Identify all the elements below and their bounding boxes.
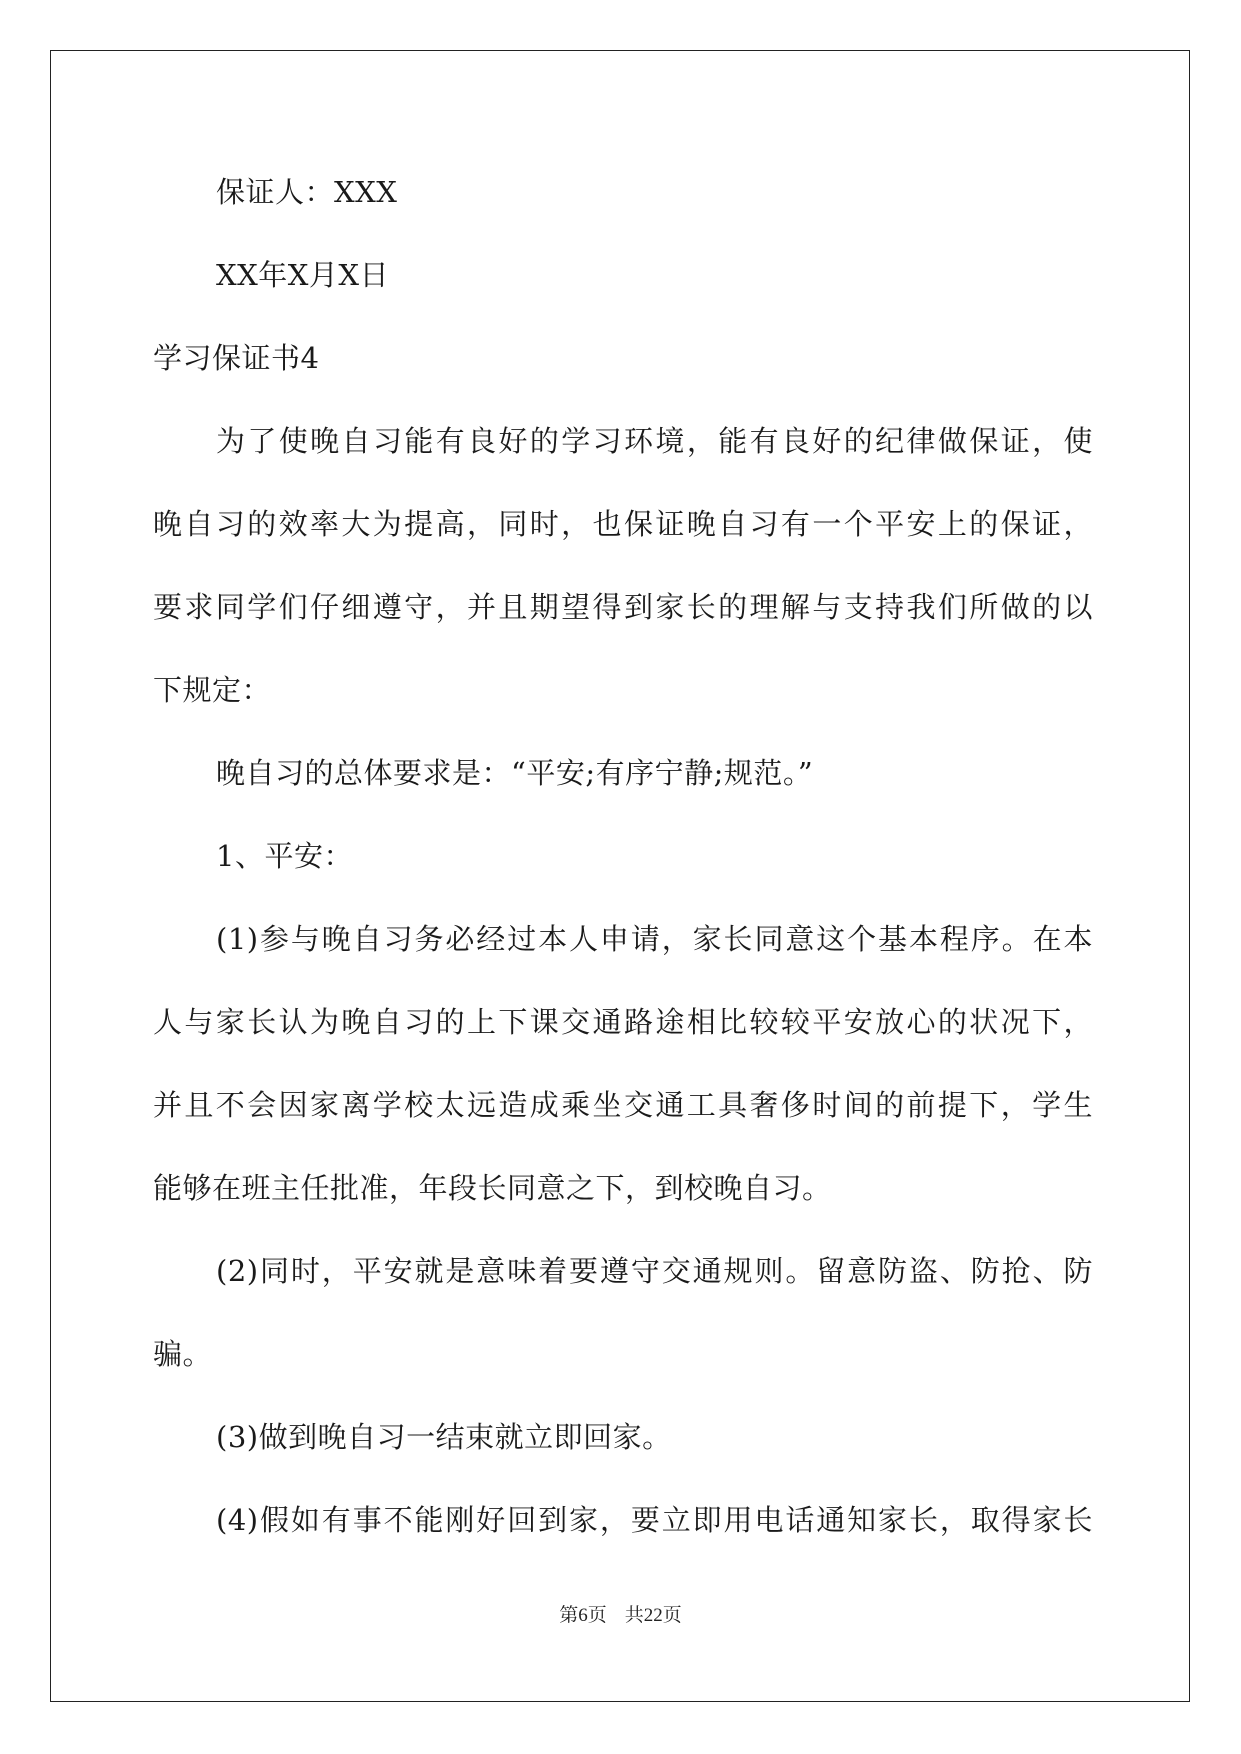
page-number: 第6页 [559,1605,607,1626]
list-heading: 1、平安： [216,839,353,873]
paragraph-line: 下规定： [153,673,272,707]
page-total: 共22页 [624,1605,682,1626]
paragraph-line: 并且不会因家离学校太远造成乘坐交通工具奢侈时间的前提下，学生 [153,1088,1093,1122]
paragraph-line: (4)假如有事不能刚好回到家，要立即用电话通知家长，取得家长 [216,1503,1093,1537]
paragraph-line: (2)同时，平安就是意味着要遵守交通规则。留意防盗、防抢、防 [216,1254,1093,1288]
paragraph-line: (3)做到晚自习一结束就立即回家。 [216,1420,672,1454]
paragraph-line: 为了使晚自习能有良好的学习环境，能有良好的纪律做保证，使 [216,424,1093,458]
paragraph-line: 要求同学们仔细遵守，并且期望得到家长的理解与支持我们所做的以 [153,590,1093,624]
paragraph-line: 晚自习的效率大为提高，同时，也保证晚自习有一个平安上的保证， [153,507,1093,541]
date-line: XX年X月X日 [216,258,390,292]
paragraph-line: 人与家长认为晚自习的上下课交通路途相比较较平安放心的状况下， [153,1005,1093,1039]
page-footer [0,1603,1241,1629]
guarantor-line: 保证人：XXX [216,175,398,209]
paragraph-line: (1)参与晚自习务必经过本人申请，家长同意这个基本程序。在本 [216,922,1093,956]
paragraph-line: 骗。 [153,1337,213,1371]
section-heading: 学习保证书4 [153,341,320,375]
paragraph-line: 晚自习的总体要求是：“平安;有序宁静;规范。” [216,756,814,790]
paragraph-line: 能够在班主任批准，年段长同意之下，到校晚自习。 [153,1171,832,1205]
